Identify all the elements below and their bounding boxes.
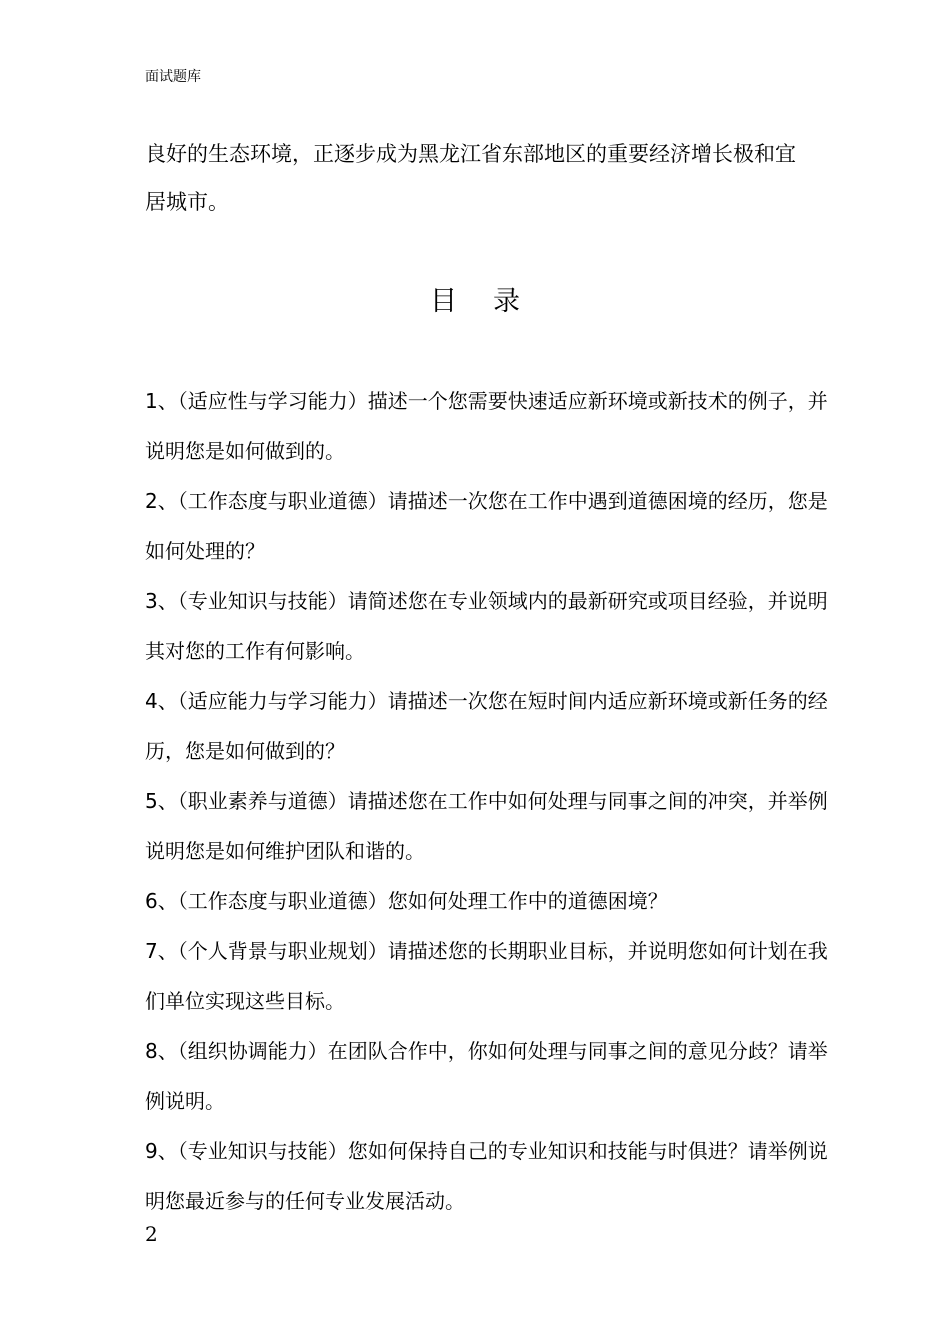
toc-item-8: 8、（组织协调能力）在团队合作中，你如何处理与同事之间的意见分歧？请举例说明。: [145, 1039, 828, 1113]
toc-item-9: 9、（专业知识与技能）您如何保持自己的专业知识和技能与时俱进？请举例说明您最近参与的任何专业发展活动。: [145, 1139, 828, 1213]
toc-item-2: 2、（工作态度与职业道德）请描述一次您在工作中遇到道德困境的经历，您是如何处理的？: [145, 489, 828, 563]
page-header: 面试题库: [145, 69, 201, 85]
toc-list: [145, 376, 830, 1226]
intro-paragraph: 良好的生态环境，正逐步成为黑龙江省东部地区的重要经济增长极和宜居城市。: [145, 142, 796, 214]
page-number: 2: [145, 1222, 158, 1246]
toc-item-7: 7、（个人背景与职业规划）请描述您的长期职业目标，并说明您如何计划在我们单位实现这些目标。: [145, 939, 828, 1013]
toc-item-3: 3、（专业知识与技能）请简述您在专业领域内的最新研究或项目经验，并说明其对您的工作有何影响。: [145, 589, 828, 663]
toc-item-5: 5、（职业素养与道德）请描述您在工作中如何处理与同事之间的冲突，并举例说明您是如何维护团队和谐的。: [145, 789, 828, 863]
toc-title: 目录: [430, 286, 556, 317]
toc-item-4: 4、（适应能力与学习能力）请描述一次您在短时间内适应新环境或新任务的经历，您是如何做到的？: [145, 689, 828, 763]
toc-item-6: 6、（工作态度与职业道德）您如何处理工作中的道德困境？: [145, 889, 668, 913]
toc-item-1: 1、（适应性与学习能力）描述一个您需要快速适应新环境或新技术的例子，并说明您是如何做到的。: [145, 389, 828, 463]
